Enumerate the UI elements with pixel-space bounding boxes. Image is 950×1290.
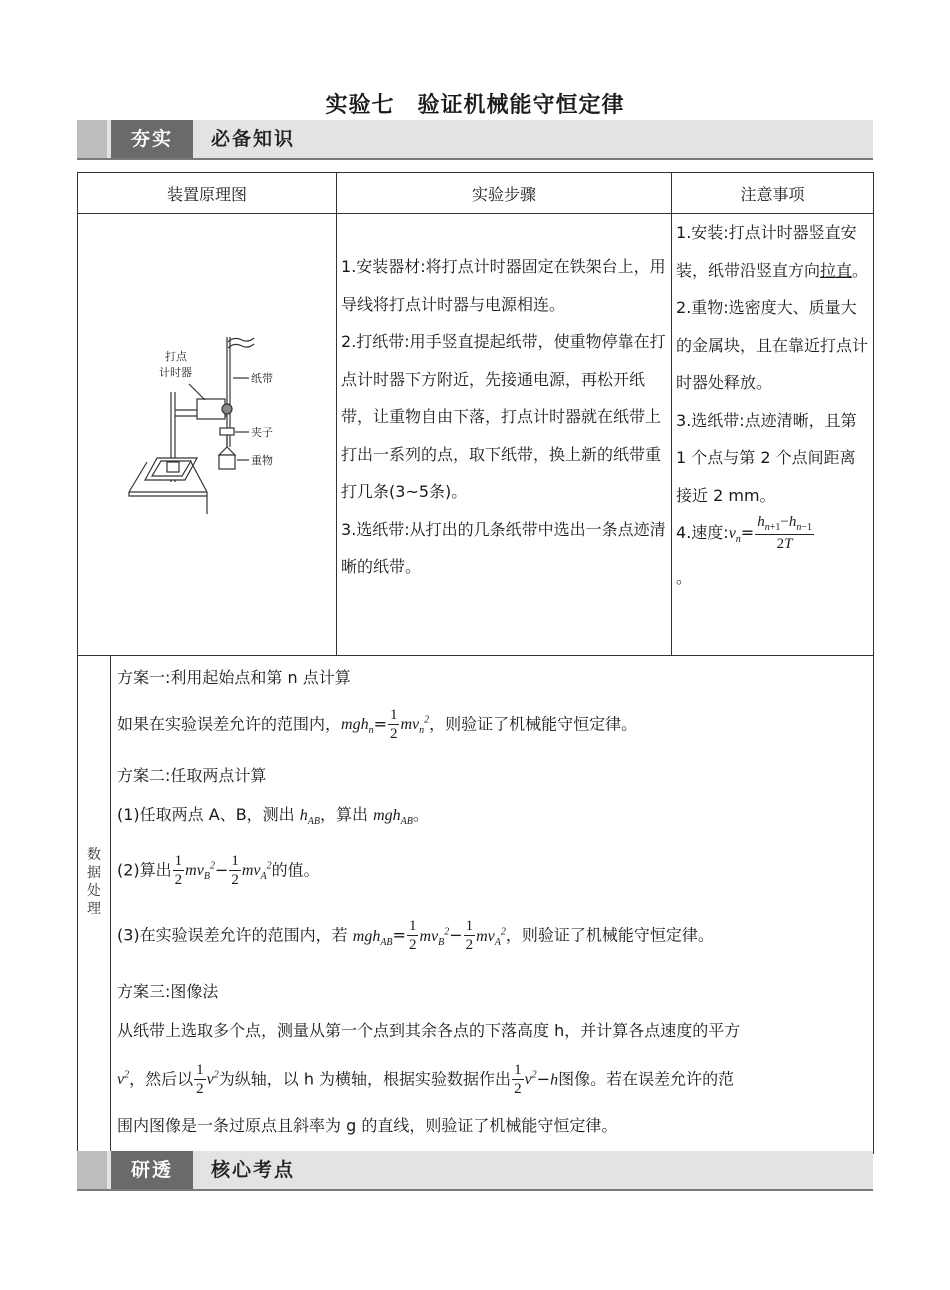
plan3-text-3: 围内图像是一条过原点且斜率为 g 的直线，则验证了机械能守恒定律。 <box>117 1116 618 1136</box>
data-processing-label: 数据处理 <box>87 847 101 917</box>
note-item: 2.重物:选密度大、质量大的金属块，且在靠近打点计时器处释放。 <box>676 298 869 392</box>
plan2-step1: (1)任取两点 A、B，测出 $h_{AB}$，算出 mgh$_{AB}$。 <box>117 804 429 827</box>
note-item: 3.选纸带:点迹清晰，且第 1 个点与第 2 个点间距离接近 2 mm。 <box>676 410 857 505</box>
section-header-core <box>77 1151 873 1191</box>
table-header-row <box>78 173 874 214</box>
header-apparatus: 装置原理图 <box>78 173 337 214</box>
step-item: 1.安装器材:将打点计时器固定在铁架台上，用导线将打点计时器与电源相连。 <box>341 257 666 314</box>
data-processing-cell <box>111 656 874 1154</box>
label-tape: 纸带 <box>251 373 273 385</box>
label-clip: 夹子 <box>251 427 273 439</box>
plan1-title: 方案一:利用起始点和第 n 点计算 <box>117 668 351 687</box>
section-label: 核心考点 <box>211 1159 296 1181</box>
table-row-data <box>78 656 874 1154</box>
plan3-title: 方案三:图像法 <box>117 981 219 1001</box>
apparatus-cell <box>78 214 337 656</box>
plan1-text: 如果在实验误差允许的范围内，mgh$_n$= $\frac{1}{2}$ $mv_n^2$，则验证了机械能守恒定律。 <box>117 706 638 742</box>
data-label-cell <box>78 656 111 1154</box>
section-tag: 夯实 <box>111 120 193 158</box>
section-label: 必备知识 <box>211 128 296 150</box>
apparatus-diagram <box>127 332 287 517</box>
plan3-text-2: $v^2$，然后以 $\frac{1}{2}$ $v^2$为纵轴，以 h 为横轴，根据实验数据作出 $\frac{1}{2}$ $v^2-h$图像。若在误差允许的范 <box>117 1061 735 1097</box>
label-weight: 重物 <box>251 455 273 467</box>
page-title: 实验七 验证机械能守恒定律 <box>325 93 625 118</box>
header-steps: 实验步骤 <box>337 173 672 214</box>
plan3-text-1: 从纸带上选取多个点，测量从第一个点到其余各点的下落高度 h，并计算各点速度的平方 <box>117 1020 741 1040</box>
section-tag: 研透 <box>111 1151 193 1189</box>
table-row <box>78 214 874 656</box>
label-timer-line2: 计时器 <box>159 367 192 379</box>
note-item: 1.安装:打点计时器竖直安装，纸带沿竖直方向拉直。 <box>676 223 869 280</box>
experiment-table <box>77 172 874 1154</box>
steps-cell <box>337 214 672 656</box>
header-notes: 注意事项 <box>672 173 874 214</box>
plan2-step3: (3)在实验误差允许的范围内，若 mgh$_{AB}$= $\frac{1}{2}$ $mv_B^2-$ $\frac{1}{2}$ $mv_A^2$，则验证了机械能守恒定律。 <box>117 918 714 954</box>
plan2-step2: (2)算出 $\frac{1}{2}$ $mv_B^2-$ $\frac{1}{2}$ $mv_A^2$的值。 <box>117 852 320 888</box>
step-item: 3.选纸带:从打出的几条纸带中选出一条点迹清晰的纸带。 <box>341 519 666 576</box>
label-timer-line1: 打点 <box>165 351 187 363</box>
plan2-title: 方案二:任取两点计算 <box>117 765 267 785</box>
note-item-end: 。 <box>676 567 693 587</box>
step-item: 2.打纸带:用手竖直提起纸带，使重物停靠在打点计时器下方附近，先接通电源，再松开纸带，让重物自由下落，打点计时器就在纸带上打出一系列的点，取下纸带，换上新的纸带重打几条(3~5条)。 <box>341 332 666 501</box>
section-header-knowledge <box>77 120 873 160</box>
notes-cell <box>672 214 874 656</box>
note-item: 4.速度$:v_n=$ $\frac{h_{n+1}-h_{n-1}}{2T}$ <box>676 514 812 552</box>
